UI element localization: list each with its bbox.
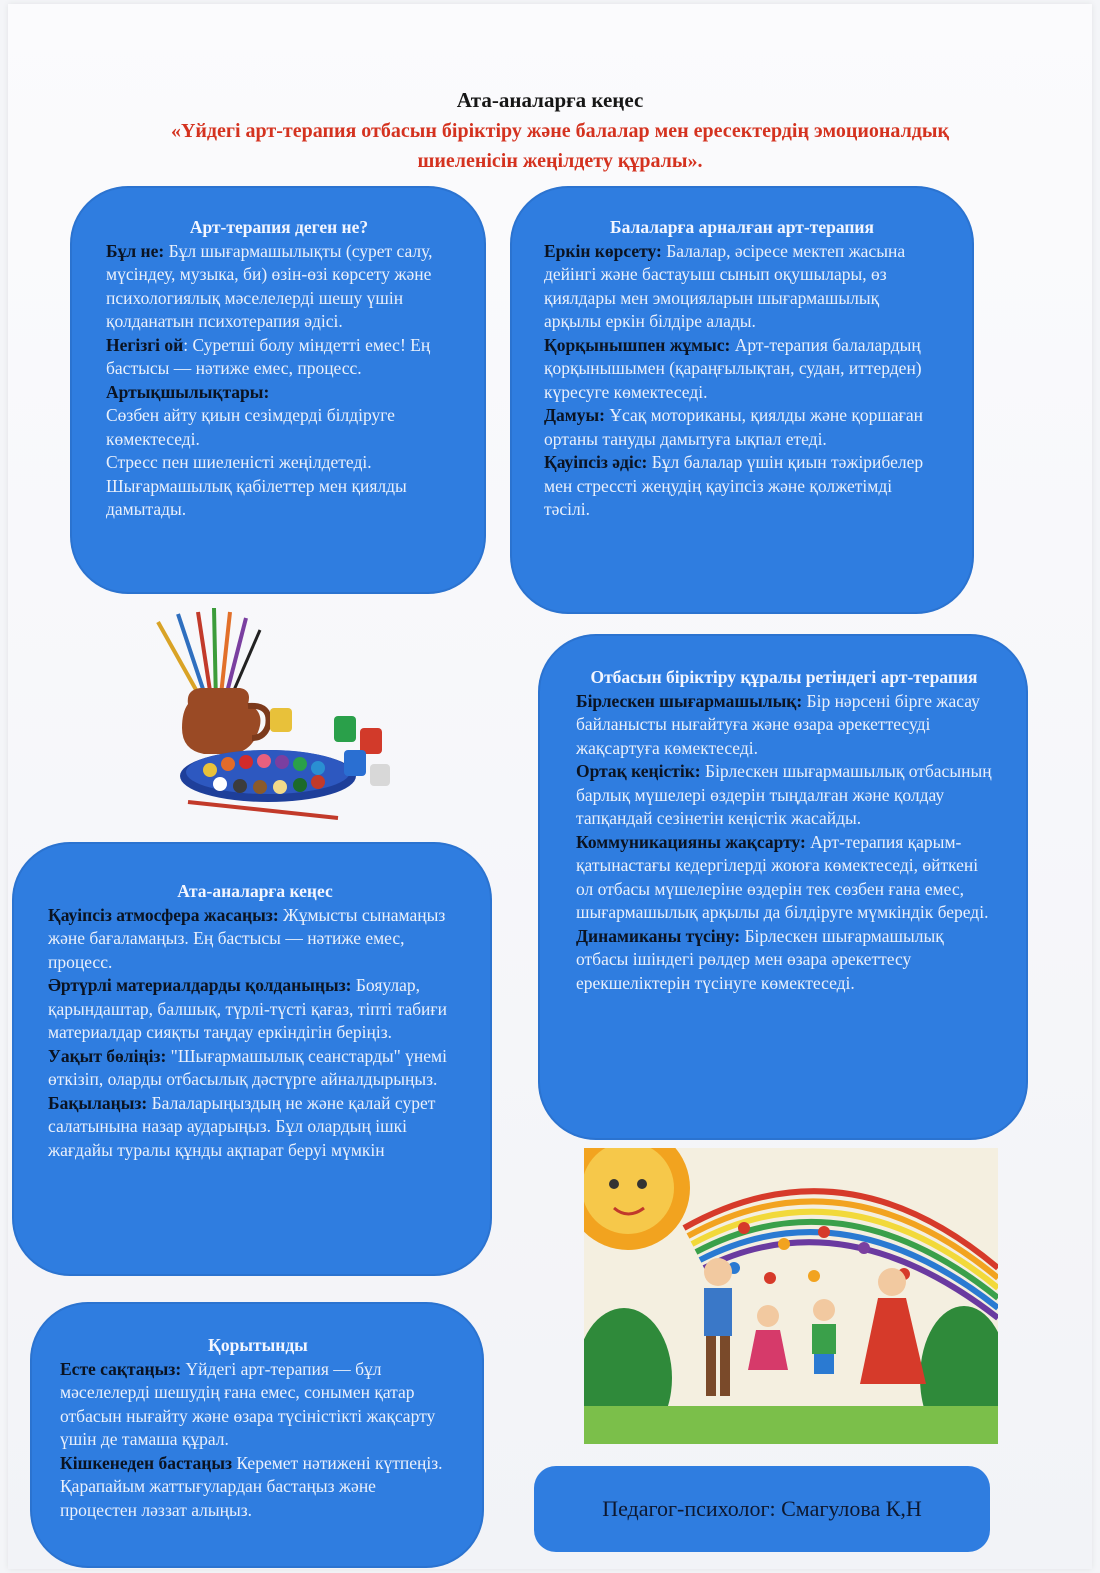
page-subtitle: «Үйдегі арт-терапия отбасын біріктіру және балалар мен ересектердің эмоционалдық шиеленісін жеңілдету құралы». — [170, 120, 950, 172]
paragraph-label: Қауіпсіз әдіс: — [544, 452, 648, 472]
paragraph-text: : Суретші болу міндетті емес! Ең бастысы — нәтиже емес, процесс. — [106, 334, 431, 378]
paragraph-text: Үйдегі арт-терапия — бұл мәселелерді шешудің ғана емес, сонымен қатар отбасын нығайту және өзара түсіністікті жақсарту үшін де тамаша құрал. — [60, 1358, 436, 1449]
paragraph — [576, 690, 992, 761]
clay-jug-icon — [182, 688, 269, 754]
paragraph-label: Коммуникацияны жақсарту: — [576, 831, 806, 852]
paragraph — [48, 1092, 462, 1163]
paragraph-text: Жұмысты сынамаңыз және бағаламаңыз. Ең бастысы — нәтиже емес, процесс. — [48, 904, 446, 972]
paragraph — [60, 1452, 456, 1523]
paragraph-label: Динамиканы түсіну: — [576, 925, 741, 946]
paragraph-label: Ортақ кеңістік: — [576, 761, 701, 781]
paragraph-label: Бұл не: — [106, 240, 165, 261]
paragraph-text: Стресс пен шиеленісті жеңілдетеді. — [106, 452, 372, 472]
paragraph-text: Бұл балалар үшін қиын тәжірибелер мен стрессті жеңудің қауіпсіз және қолжетімді тәсілі. — [544, 452, 924, 519]
paragraph-label: Еркін көрсету: — [544, 240, 662, 261]
paragraph-text: Бояулар, қарындаштар, балшық, түрлі-түсті қағаз, тіпті табиғи материалдар сияқты таңдау еркіндігін беріңіз. — [48, 975, 447, 1042]
paragraph-label: Негізгі ой — [106, 334, 184, 355]
author-signature: Педагог-психолог: Смагулова К,Н — [534, 1466, 990, 1552]
paragraph-label: Есте сақтаңыз: — [60, 1358, 182, 1379]
paragraph-label: Бірлескен шығармашылық: — [576, 690, 803, 711]
paragraph — [544, 404, 940, 451]
paragraph — [106, 381, 452, 405]
card-advice-for-parents — [12, 842, 492, 1276]
paragraph — [576, 760, 992, 831]
paragraph — [544, 334, 940, 405]
paragraph-text: Керемет нәтижені күтпеңіз. Қарапайым жаттығулардан бастаңыз және процестен ләззат алыңыз. — [60, 1452, 443, 1520]
paragraph — [60, 1358, 456, 1452]
paragraph — [106, 240, 452, 334]
paragraph-text: Арт-терапия қарым-қатынастағы кедергілерді жоюға көмектеседі, өйткені ол отбасы мүшелеріне өздерін тек сөзбен ғана емес, шығармашылық арқылы да білдіруге мүмкіндік береді. — [576, 831, 989, 922]
paragraph — [106, 334, 452, 381]
art-supplies-illustration — [148, 604, 408, 824]
paragraph-label: Қорқынышпен жұмыс: — [544, 334, 731, 355]
paragraph-text: Шығармашылық қабілеттер мен қиялды дамытады. — [106, 475, 407, 519]
paragraph-text: Бұл шығармашылықты (сурет салу, мүсіндеу, музыка, би) өзін-өзі көрсету және психологиялық мәселелерді шешу үшін қолданатын психотерапия әдісі. — [106, 240, 433, 331]
paragraph-text: Бірлескен шығармашылық отбасы ішіндегі рөлдер мен өзара әрекеттесу ерекшеліктерін түсінуге көмектеседі. — [576, 925, 944, 993]
paint-tray-icon — [180, 750, 356, 802]
card-title: Ата-аналарға кеңес — [177, 881, 333, 901]
paragraph-label: Бақылаңыз: — [48, 1092, 148, 1113]
paragraph — [544, 451, 940, 522]
paragraph-label: Әртүрлі материалдарды қолданыңыз: — [48, 975, 352, 995]
paragraph-text: Бірлескен шығармашылық отбасының барлық мүшелері өздерін тыңдалған және қолдау тапқандай сезінетін кеңістік жасайды. — [576, 761, 992, 828]
grass — [584, 1406, 998, 1444]
card-title: Балаларға арналған арт-терапия — [610, 217, 874, 237]
brush-icon — [188, 802, 338, 818]
card-title: Арт-терапия деген не? — [189, 217, 369, 237]
paragraph-text: Арт-терапия балалардың қорқынышымен (қараңғылықтан, судан, иттерден) күресуге көмектеседі. — [544, 334, 922, 402]
paragraph — [544, 240, 940, 334]
paragraph-label: Уақыт бөліңіз: — [48, 1045, 167, 1066]
paragraph-text: Балалар, әсіресе мектеп жасына дейінгі және бастауыш сынып оқушылары, өз қиялдары мен эмоцияларын шығармашылық арқылы еркін білдіре алады. — [544, 240, 906, 331]
paragraph-text: Бір нәрсені бірге жасау байланысты нығайтуға және өзара әрекеттесуді жақсартуға көмектеседі. — [576, 690, 980, 758]
card-art-therapy-for-kids — [510, 186, 974, 614]
paragraph-label: Кішкенеден бастаңыз — [60, 1452, 233, 1473]
paragraph-label: Дамуы: — [544, 405, 605, 425]
paragraph — [48, 974, 462, 1045]
paragraph-text: Балаларыңыздың не және қалай сурет салатынына назар аударыңыз. Бұл олардың ішкі жағдайы туралы құнды ақпарат беруі мүмкін — [48, 1092, 436, 1160]
card-title: Қорытынды — [208, 1335, 308, 1355]
paragraph — [48, 1045, 462, 1092]
card-family-uniting-tool — [538, 634, 1028, 1140]
paragraph-label: Артықшылықтары: — [106, 381, 270, 402]
card-title: Отбасын біріктіру құралы ретіндегі арт-терапия — [590, 667, 978, 687]
page-title: Ата-аналарға кеңес — [456, 88, 644, 112]
paragraph-text: Ұсақ моториканы, қиялды және қоршаған ортаны тануды дамытуға ықпал етеді. — [544, 405, 923, 449]
paragraph-text: Сөзбен айту қиын сезімдерді білдіруге көмектеседі. — [106, 405, 395, 449]
paragraph-label: Қауіпсіз атмосфера жасаңыз: — [48, 904, 279, 925]
family-drawing-illustration — [584, 1148, 998, 1444]
paragraph — [48, 904, 462, 975]
card-what-is-art-therapy — [70, 186, 486, 594]
paragraph — [576, 925, 992, 996]
paragraph — [576, 831, 992, 925]
paragraph-text: "Шығармашылық сеанстарды" үнемі өткізіп, оларды отбасылық дәстүрге айналдырыңыз. — [48, 1045, 447, 1089]
card-conclusion — [30, 1302, 484, 1568]
